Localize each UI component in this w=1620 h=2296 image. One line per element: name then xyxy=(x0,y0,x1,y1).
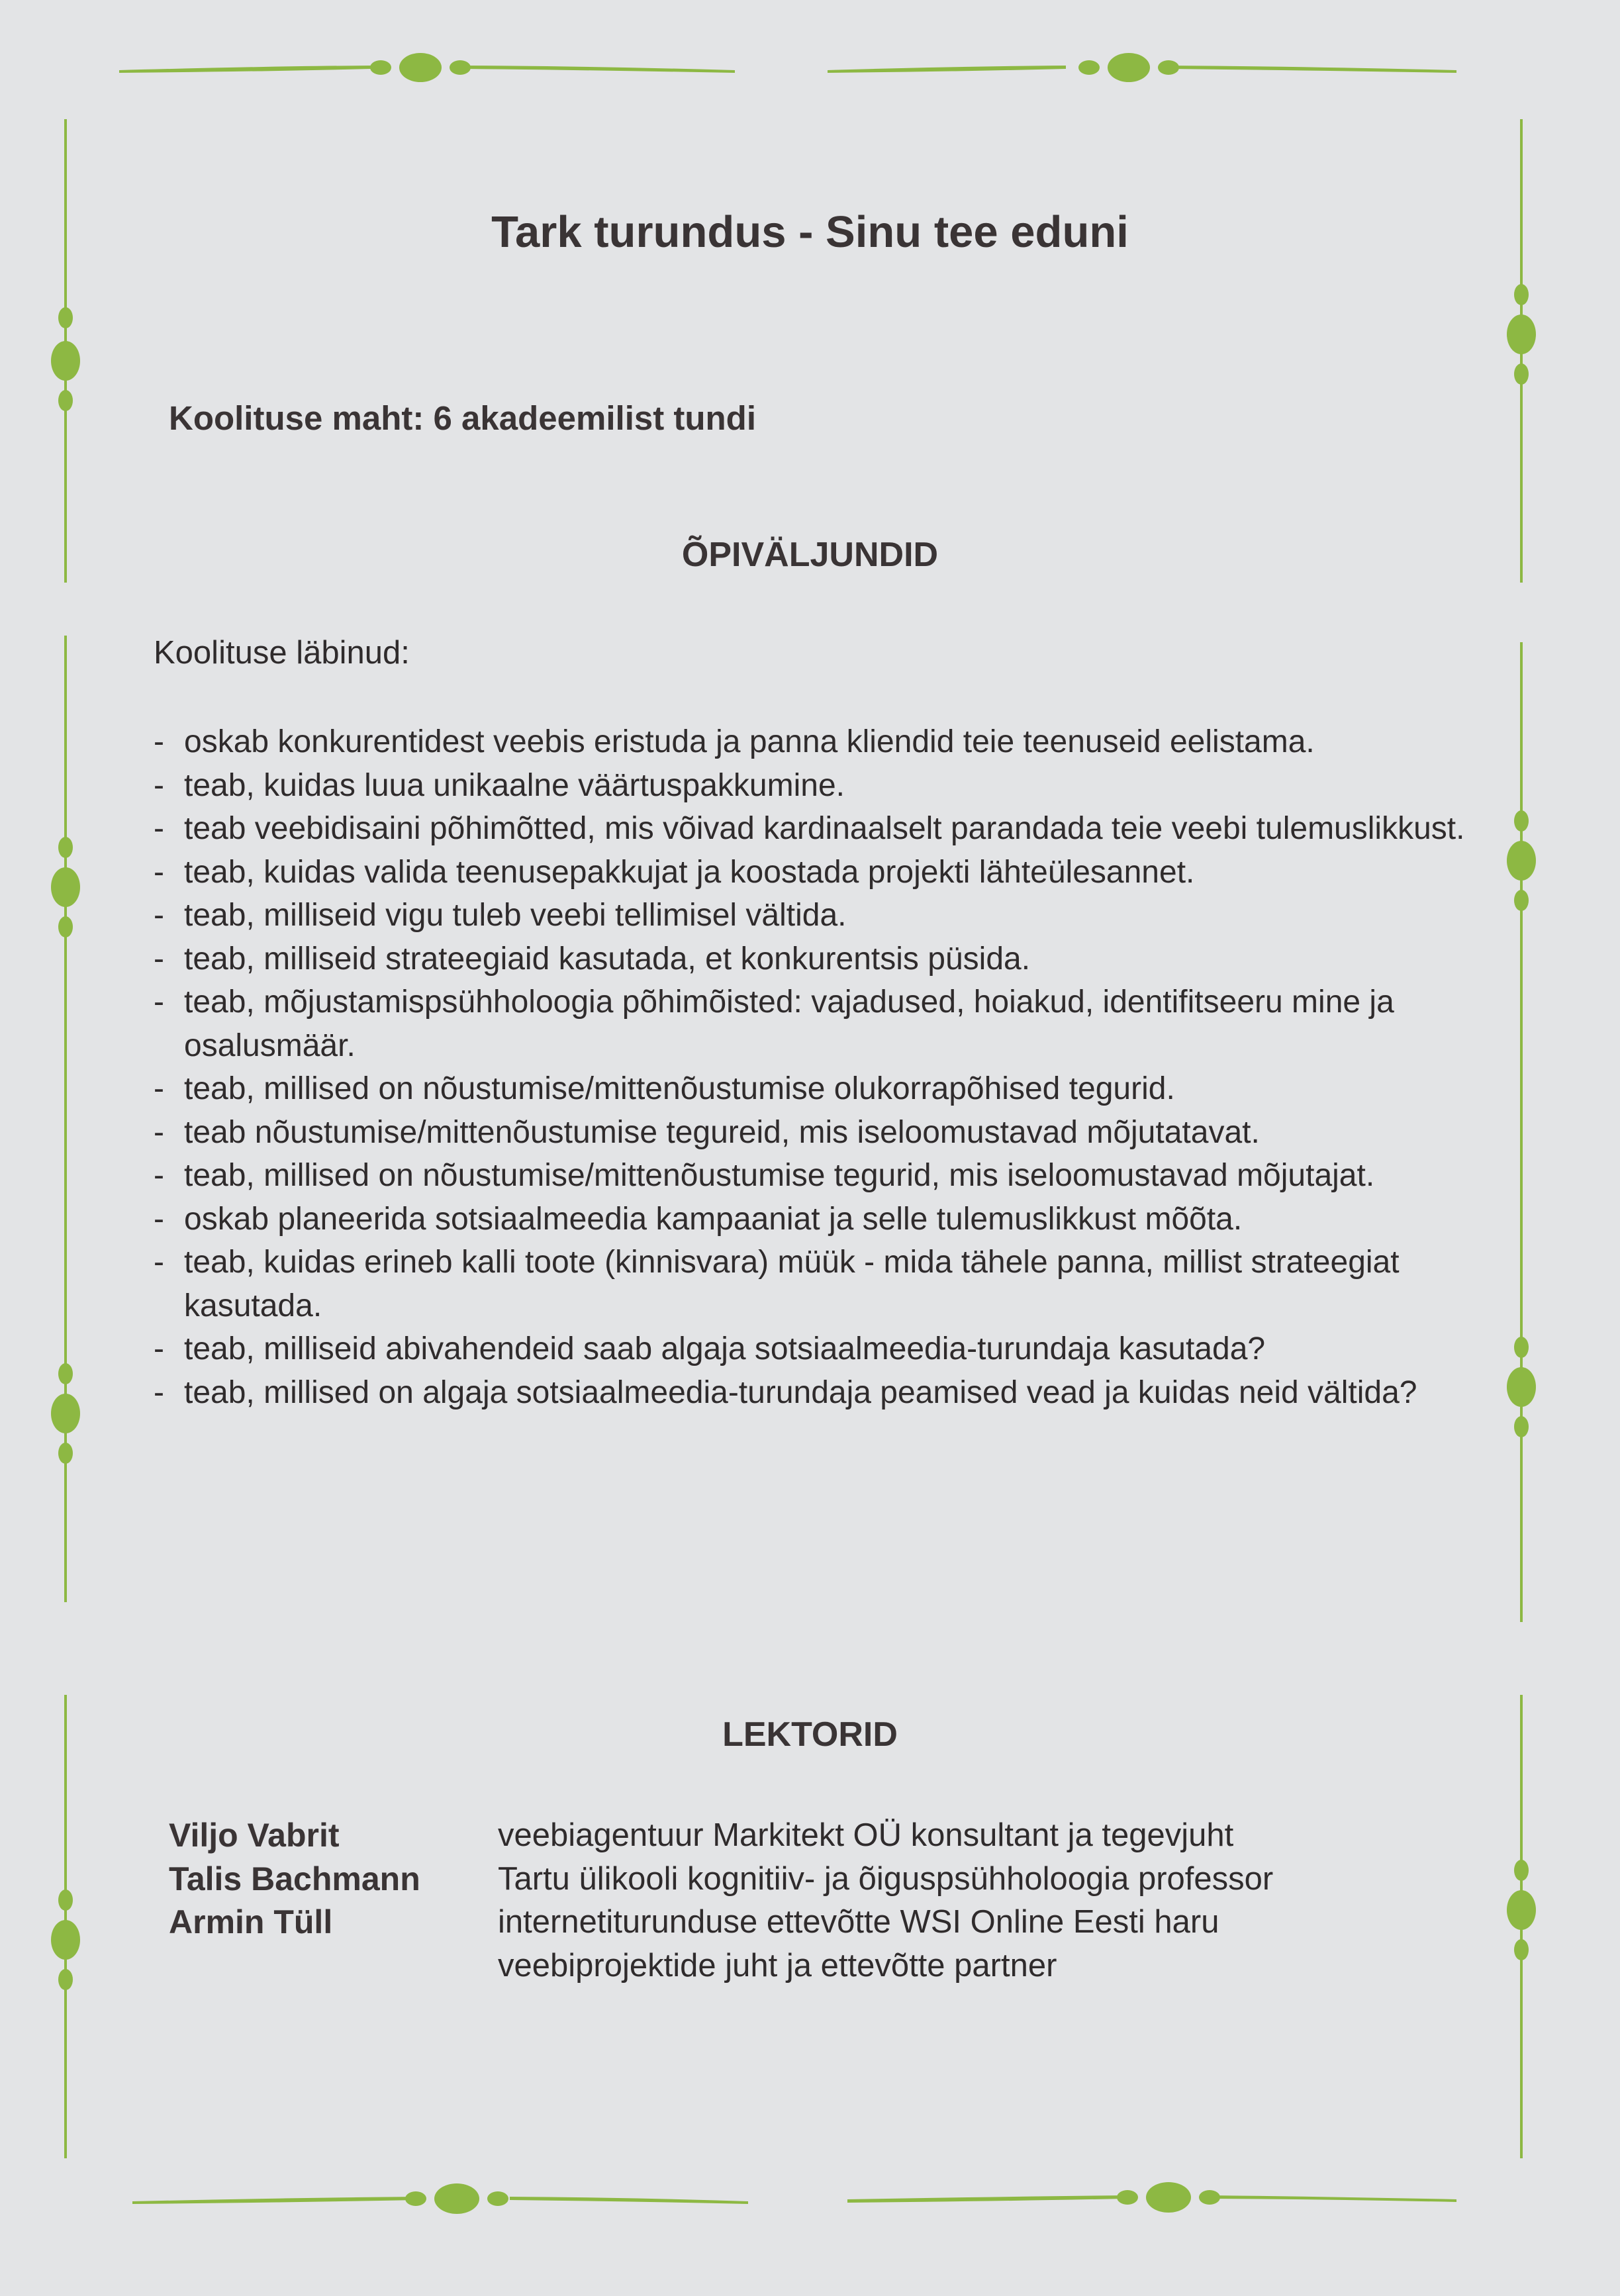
list-item: - oskab konkurentidest veebis eristuda ja panna kliendid teie teenuseid eelistama. xyxy=(154,724,1315,759)
lecturer-role: veebiprojektide juht ja ettevõtte partner xyxy=(498,1947,1057,1984)
lecturers-heading: LEKTORID xyxy=(722,1715,898,1754)
outcomes-list xyxy=(154,720,1484,1414)
list-item: - teab, kuidas erineb kalli toote (kinnisvara) müük - mida tähele panna, millist strateegiat kasutada. xyxy=(154,1245,1400,1323)
bottom-right-ornament xyxy=(847,2182,1456,2213)
outcomes-heading: ÕPIVÄLJUNDID xyxy=(681,536,939,574)
lecturer-role: Tartu ülikooli kognitiiv- ja õiguspsühholoogia professor xyxy=(498,1860,1274,1897)
top-right-ornament xyxy=(828,53,1456,82)
lecturer-role: internetiturunduse ettevõtte WSI Online Eesti haru xyxy=(498,1904,1219,1940)
list-item: - teab, millised on nõustumise/mittenõustumise olukorrapõhised tegurid. xyxy=(154,1071,1175,1106)
document-title: Tark turundus - Sinu tee eduni xyxy=(491,207,1129,257)
list-item: - teab, milliseid abivahendeid saab algaja sotsiaalmeedia-turundaja kasutada? xyxy=(154,1331,1266,1366)
left-border xyxy=(51,119,80,2158)
lecturer-name: Talis Bachmann xyxy=(169,1860,420,1897)
list-item: - teab veebidisaini põhimõtted, mis võivad kardinaalselt parandada teie veebi tulemuslikkust. xyxy=(154,811,1465,846)
list-item: - teab, kuidas valida teenusepakkujat ja koostada projekti lähteülesannet. xyxy=(154,854,1195,890)
lecturer-role: veebiagentuur Markitekt OÜ konsultant ja tegevjuht xyxy=(498,1817,1234,1853)
list-item: - teab, millised on nõustumise/mittenõustumise tegurid, mis iseloomustavad mõjutajat. xyxy=(154,1158,1375,1193)
list-item: - teab, kuidas luua unikaalne väärtuspakkumine. xyxy=(154,767,845,803)
course-duration: Koolituse maht: 6 akadeemilist tundi xyxy=(169,399,756,437)
bottom-left-ornament xyxy=(132,2183,748,2214)
outcomes-intro: Koolituse läbinud: xyxy=(154,635,410,671)
list-item: - teab nõustumise/mittenõustumise tegureid, mis iseloomustavad mõjutatavat. xyxy=(154,1114,1260,1150)
list-item: - teab, millised on algaja sotsiaalmeedia-turundaja peamised vead ja kuidas neid vältida? xyxy=(154,1374,1417,1410)
top-left-ornament xyxy=(119,53,735,82)
lecturer-roles xyxy=(498,1814,1273,1987)
list-item: - oskab planeerida sotsiaalmeedia kampaaniat ja selle tulemuslikkust mõõta. xyxy=(154,1201,1243,1237)
lecturer-name: Viljo Vabrit xyxy=(169,1817,340,1854)
list-item: - teab, milliseid strateegiaid kasutada, et konkurentsis püsida. xyxy=(154,941,1031,977)
list-item: - teab, milliseid vigu tuleb veebi tellimisel vältida. xyxy=(154,898,847,933)
lecturer-names xyxy=(169,1814,420,1944)
right-border xyxy=(1507,119,1536,2158)
lecturer-name: Armin Tüll xyxy=(169,1903,333,1940)
list-item: - teab, mõjustamispsühholoogia põhimõisted: vajadused, hoiakud, identifitseeru mine ja osalusmäär. xyxy=(154,984,1394,1063)
